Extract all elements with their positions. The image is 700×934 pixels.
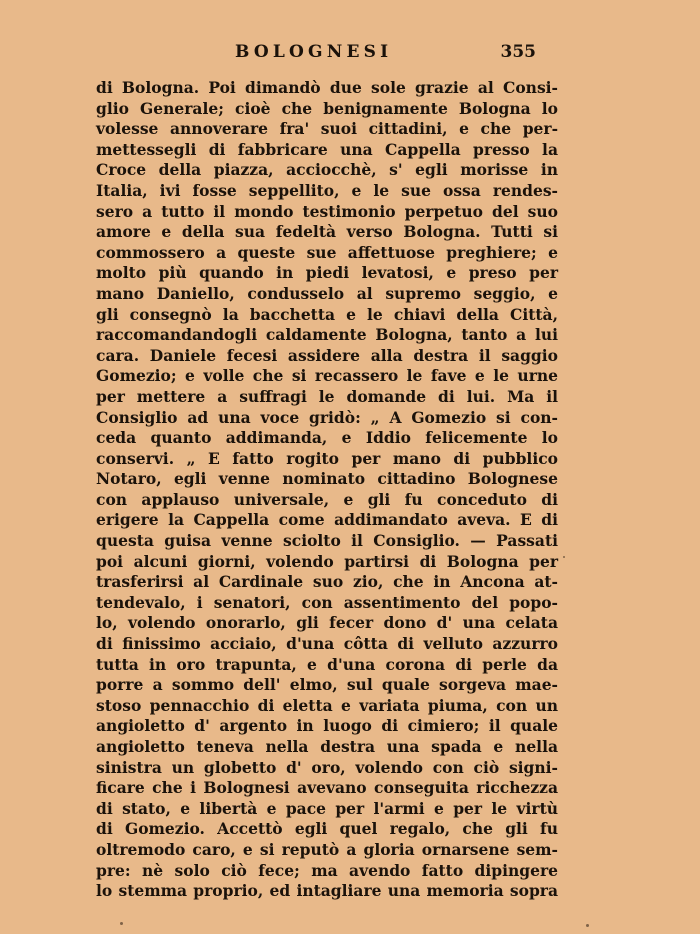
text-line: glio Generale; cioè che benignamente Bologna lo: [96, 98, 558, 118]
text-line: ceda quanto addimanda, e Iddio felicemente lo: [96, 428, 558, 448]
text-line: Notaro, egli venne nominato cittadino Bolognese: [96, 469, 558, 489]
text-line: Italia, ivi fosse seppellito, e le sue ossa rendes-: [96, 180, 558, 200]
text-line: questa guisa venne sciolto il Consiglio. — Passati: [96, 531, 558, 551]
text-line: di stato, e libertà e pace per l'armi e per le virtù: [96, 798, 558, 818]
text-line: di finissimo acciaio, d'una côtta di velluto azzurro: [96, 634, 558, 654]
text-line: di Bologna. Poi dimandò due sole grazie al Consi-: [96, 78, 558, 97]
text-line: tendevalo, i senatori, con assentimento del popo-: [96, 592, 558, 612]
text-line: Consiglio ad una voce gridò: „ A Gomezio si con-: [96, 407, 558, 427]
page-number: 355: [500, 42, 536, 62]
text-line: sinistra un globetto d' oro, volendo con ciò signi-: [96, 757, 558, 777]
running-title: BOLOGNESI: [235, 42, 393, 62]
text-line: con applauso universale, e gli fu conceduto di: [96, 489, 558, 509]
text-line: Gomezio; e volle che si recassero le fave e le urne: [96, 366, 558, 386]
text-line: lo stemma proprio, ed intagliare una memoria sopra: [96, 881, 558, 901]
text-line: trasferirsi al Cardinale suo zio, che in Ancona at-: [96, 572, 558, 592]
text-line: porre a sommo dell' elmo, sul quale sorgeva mae-: [96, 675, 558, 695]
text-line: ficare che i Bolognesi avevano conseguita ricchezza: [96, 778, 558, 798]
text-line: oltremodo caro, e si reputò a gloria ornarsene sem-: [96, 839, 558, 859]
text-line: erigere la Cappella come addimandato aveva. E di: [96, 510, 558, 530]
text-line: tutta in oro trapunta, e d'una corona di perle da: [96, 654, 558, 674]
text-line: Croce della piazza, acciocchè, s' egli morisse in: [96, 160, 558, 180]
text-line: stoso pennacchio di eletta e variata piuma, con un: [96, 695, 558, 715]
paper-speck: [120, 922, 123, 925]
paper-speck: [563, 556, 565, 558]
text-line: raccomandandogli caldamente Bologna, tanto a lui: [96, 325, 558, 345]
text-line: lo, volendo onorarlo, gli fecer dono d' una celata: [96, 613, 558, 633]
text-line: per mettere a suffragi le domande di lui. Ma il: [96, 386, 558, 406]
body-text: [96, 78, 558, 902]
text-line: angioletto d' argento in luogo di cimiero; il quale: [96, 716, 558, 736]
text-line: poi alcuni giorni, volendo partirsi di Bologna per: [96, 551, 558, 571]
text-line: di Gomezio. Accettò egli quel regalo, che gli fu: [96, 819, 558, 839]
text-line: volesse annoverare fra' suoi cittadini, e che per-: [96, 119, 558, 139]
text-line: conservi. „ E fatto rogito per mano di pubblico: [96, 448, 558, 468]
paper-speck: [586, 924, 589, 927]
text-line: amore e della sua fedeltà verso Bologna. Tutti si: [96, 222, 558, 242]
text-line: cara. Daniele fecesi assidere alla destra il saggio: [96, 345, 558, 365]
text-line: commossero a queste sue affettuose preghiere; e: [96, 242, 558, 262]
running-header: [94, 42, 536, 66]
text-line: mano Daniello, condusselo al supremo seggio, e: [96, 283, 558, 303]
text-line: sero a tutto il mondo testimonio perpetuo del suo: [96, 201, 558, 221]
text-line: gli consegnò la bacchetta e le chiavi della Città,: [96, 304, 558, 324]
text-line: pre: nè solo ciò fece; ma avendo fatto dipingere: [96, 860, 558, 880]
text-line: mettessegli di fabbricare una Cappella presso la: [96, 139, 558, 159]
text-line: angioletto teneva nella destra una spada e nella: [96, 737, 558, 756]
text-line: molto più quando in piedi levatosi, e preso per: [96, 263, 558, 283]
